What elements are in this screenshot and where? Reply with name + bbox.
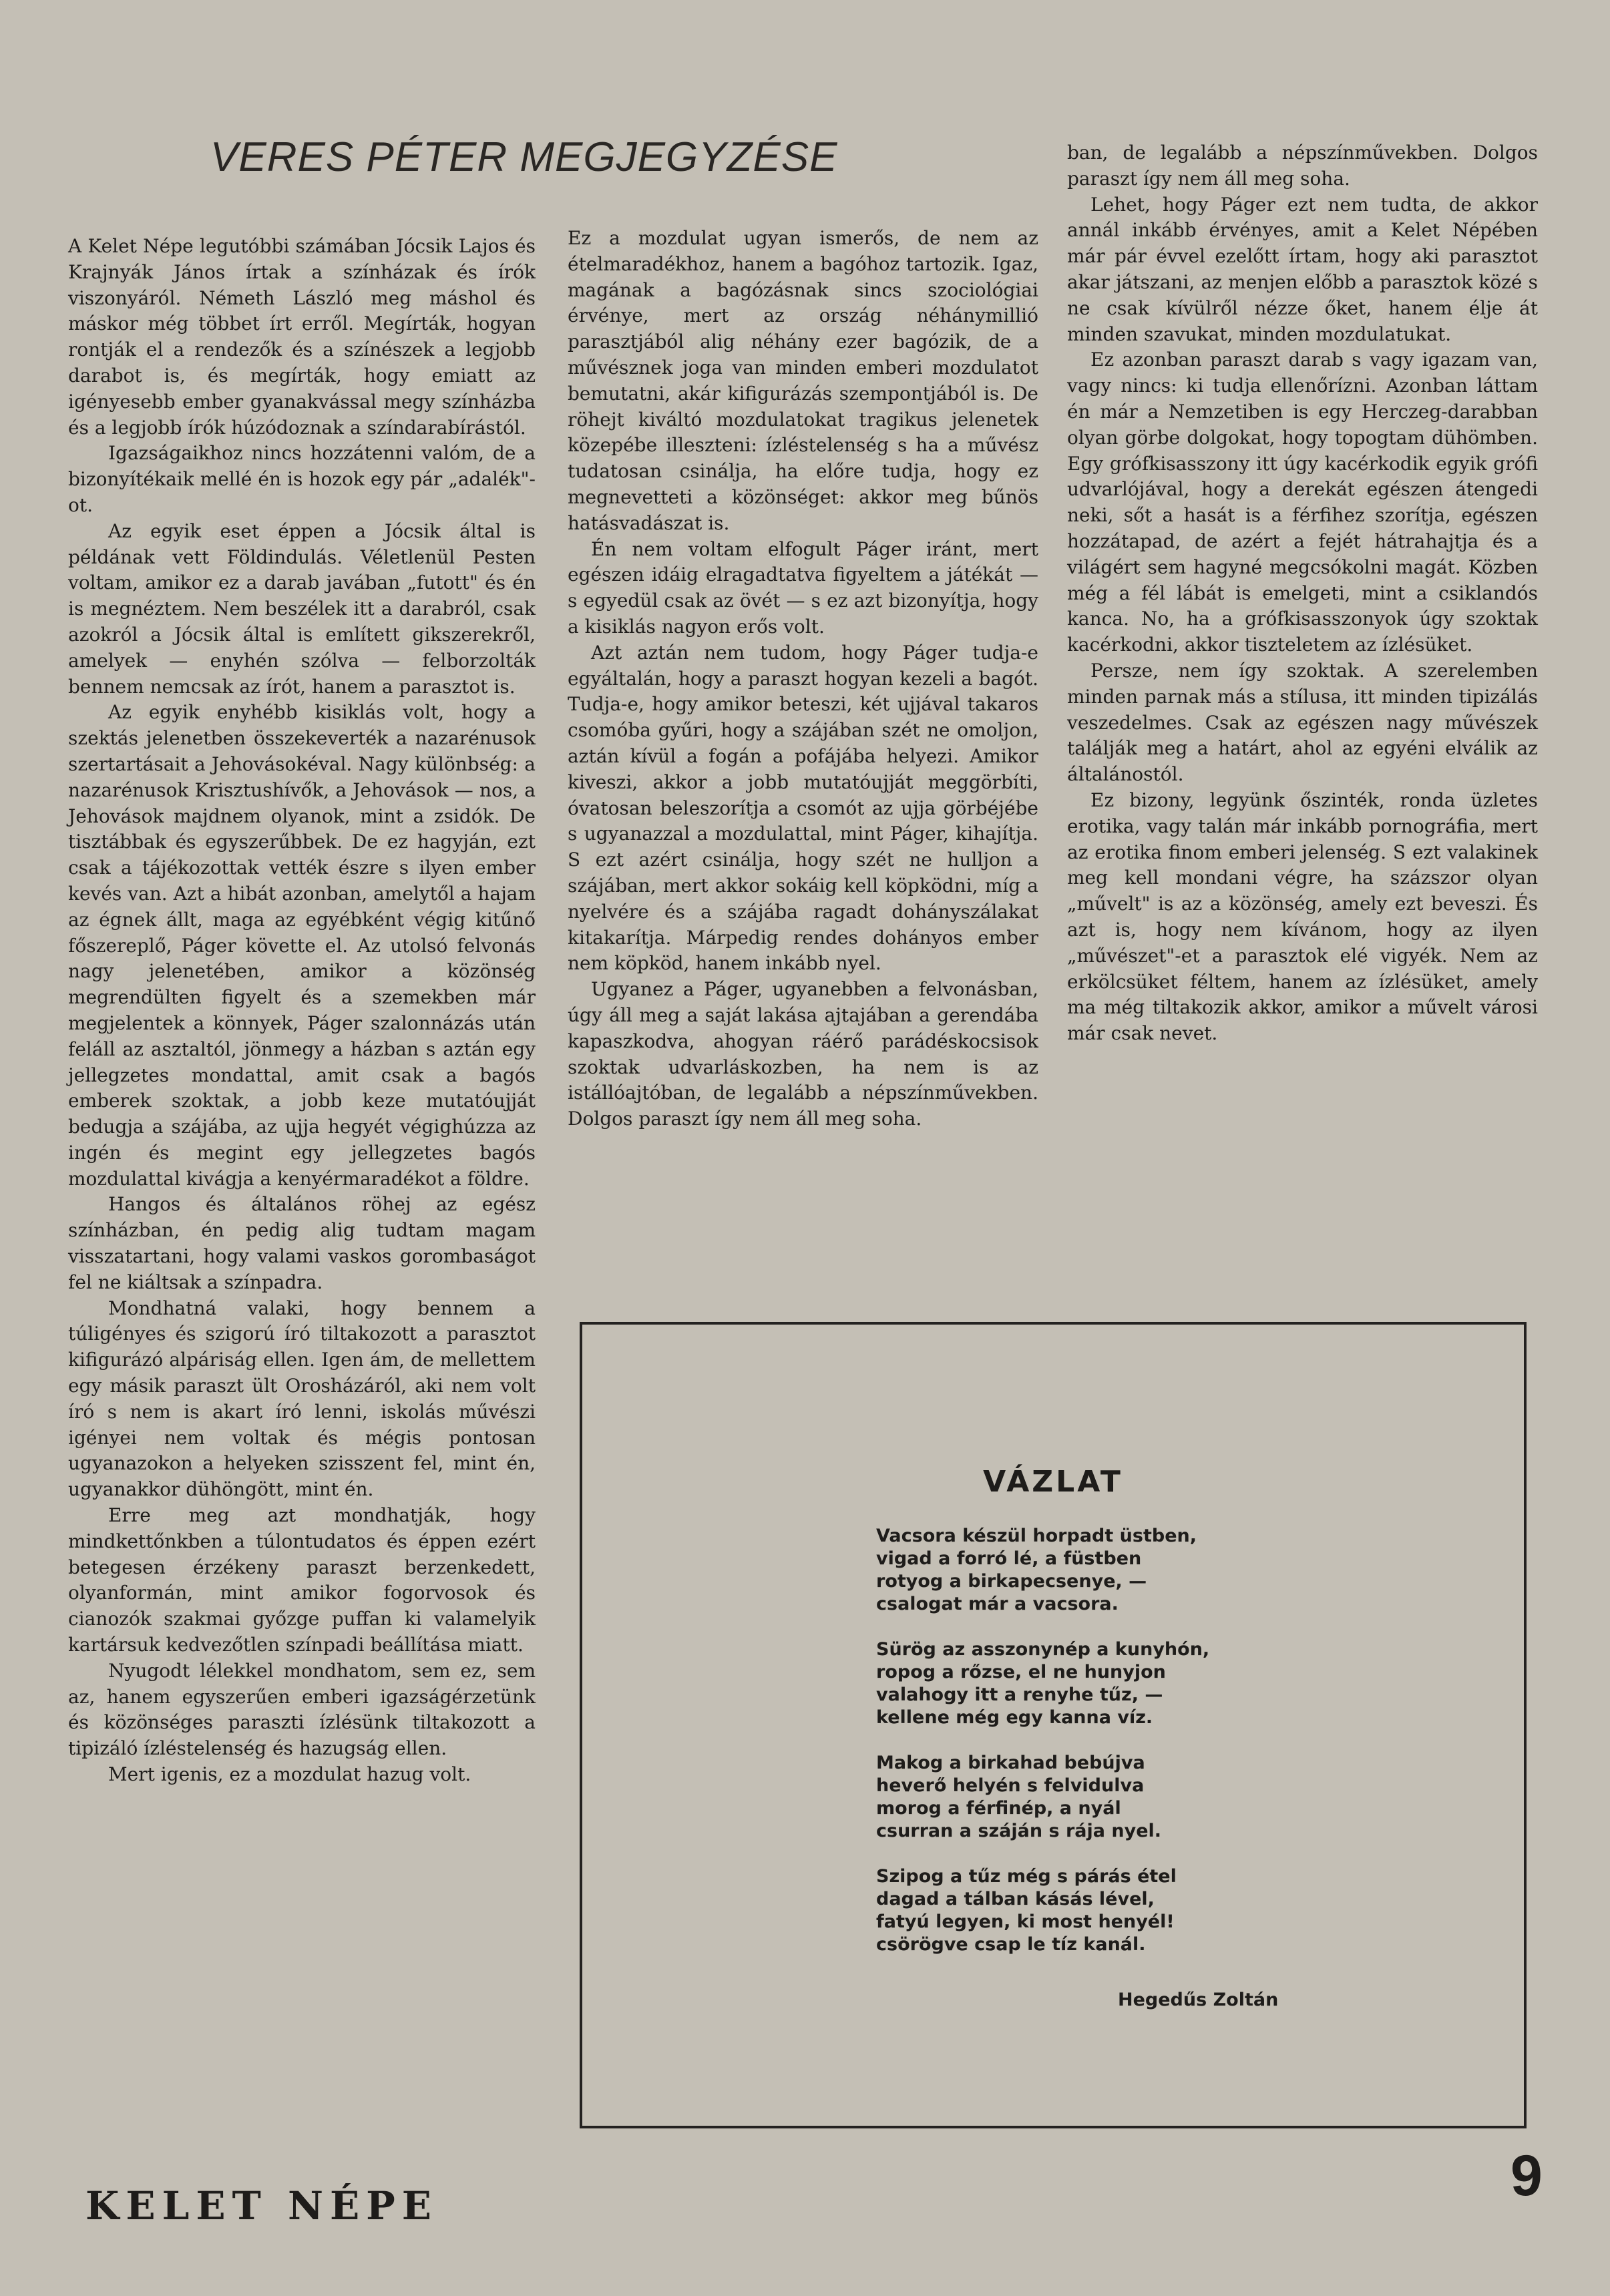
paragraph: Erre meg azt mondhatják, hogy mindkettőnkben a túlontudatos és éppen ezért betegesen érzékeny paraszt berzenkedett, olyanformán, mint amikor fogorvosok és cianozók szakmai győzge puffan ki valamelyik kartársuk kedvezőtlen színpadi beállítása miatt. (68, 1504, 536, 1656)
poem-line: heverő helyén s felvidulva (876, 1775, 1145, 1796)
poem-line: csörögve csap le tíz kanál. (876, 1934, 1146, 1955)
paragraph: Ez bizony, legyünk őszinték, ronda üzletes erotika, vagy talán már inkább pornográfia, mert az erotika finom emberi jelenség. S ezt valakinek meg kell mondani végre, ha százszor olyan „művelt" is az a közönség, amely ezt beveszi. És azt is, hogy nem kívánom, hogy az ilyen „művészet"-et a parasztok elé vigyék. Nem az erkölcsüket féltem, hanem az ízlésüket, amely ma még tiltakozik akkor, amikor a művelt városi már csak nevet. (1067, 788, 1538, 1045)
poem-line: Szipog a tűz még s párás étel (876, 1866, 1177, 1887)
magazine-name: KELET NÉPE (85, 2183, 439, 2229)
poem-line: Sürög az asszonynép a kunyhón, (876, 1639, 1210, 1660)
poem-line: vigad a forró lé, a füstben (876, 1548, 1142, 1569)
poem-title-text: VÁZLAT (983, 1465, 1123, 1499)
page-number: 9 (1511, 2144, 1543, 2208)
poem-line: rotyog a birkapecsenye, — (876, 1571, 1147, 1592)
poem-line: valahogy itt a renyhe tűz, — (876, 1684, 1163, 1705)
paragraph: Az egyik enyhébb kisiklás volt, hogy a szektás jelenetben összekeverték a nazarénusok szertartásait a Jehovásokéval. Nagy különbség: a nazarénusok Krisztushívők, a Jehovások — nos, a Jehovások majdnem olyanok, mint a zsidók. De tisztábbak és egyszerűbbek. De ez hagyján, ezt csak a tájékozottak vették észre s ilyen ember kevés van. Azt a hibát azonban, amelytől a hajam az égnek állt, maga az egyébként végig kitűnő főszereplő, Páger követte el. Az utolsó felvonás nagy jelenetében, amikor a közönség megrendülten figyelt és a szemekben már megjelentek a könnyek, Páger szalonnázás után feláll az asztaltól, jönmegy a házban s aztán egy jellegzetes mondattal, amit csak a bagós emberek szoktak, a jobb keze mutatóujját bedugja a szájába, az ujja hegyét végighúzza az ingén és megint egy jellegzetes bagós mozdulattal kivágja a kenyérmaradékot a földre. (68, 701, 536, 1190)
poem-line: Makog a birkahad bebújva (876, 1753, 1145, 1773)
paragraph: A Kelet Népe legutóbbi számában Jócsik Lajos és Krajnyák János írtak a színházak és írók viszonyáról. Németh László meg máshol és máskor még többet írt erről. Megírták, hogyan rontják el a rendezők és a színészek a legjobb darabot is, és megírták, hogy emiatt az igényesebb ember gyanakvással megy színházba és a legjobb írók húzódoznak a színdarabírástól. (68, 235, 536, 439)
poem-line: fatyú legyen, ki most henyél! (876, 1911, 1175, 1932)
paragraph: Én nem voltam elfogult Páger iránt, mert egészen idáig elragadtatva figyeltem a játékát — s egyedül csak az övét — s ez azt bizonyítja, hogy a kisiklás nagyon erős volt. (568, 537, 1038, 638)
paragraph: Ugyanez a Páger, ugyanebben a felvonásban, úgy áll meg a saját lakása ajtajában a gerendába kapaszkodva, ahogyan ráérő parádéskocsisok szoktak udvarláskozben, ha nem is az istállóajtóban, de legalább a népszínművekben. Dolgos paraszt így nem áll meg soha. (568, 978, 1038, 1130)
poem-stanza (876, 1752, 1290, 1843)
poem-title (582, 1465, 1524, 1499)
poem-author: Hegedűs Zoltán (1118, 1990, 1279, 2010)
poem-stanza (876, 1865, 1290, 1956)
paragraph: Az egyik eset éppen a Jócsik által is példának vett Földindulás. Véletlenül Pesten voltam, amikor ez a darab javában „futott" és én is megnéztem. Nem beszélek itt a darabról, csak azokról a Jócsik által is említett gikszerekről, amelyek — enyhén szólva — felborzolták bennem nemcsak az írót, hanem a parasztot is. (68, 519, 536, 698)
paragraph: Igazságaikhoz nincs hozzátenni valóm, de a bizonyítékaik mellé én is hozok egy pár „adalék"-ot. (68, 442, 536, 516)
article-column-2 (568, 226, 1038, 1132)
article-title: VERES PÉTER MEGJEGYZÉSE (210, 134, 838, 180)
poem-stanza (876, 1638, 1290, 1729)
paragraph: Persze, nem így szoktak. A szerelemben minden parnak más a stílusa, itt minden tipizálás veszedelmes. Csak az egészen nagy művészek találják meg a határt, ahol az egyéni elválik az általánostól. (1067, 659, 1538, 786)
poem-line: Vacsora készül horpadt üstben, (876, 1526, 1197, 1546)
article-column-3 (1067, 140, 1538, 1047)
paragraph: Lehet, hogy Páger ezt nem tudta, de akkor annál inkább érvényes, amit a Kelet Népében már pár évvel ezelőtt írtam, hogy aki parasztot akar játszani, az menjen előbb a parasztok közé s ne csak kívülről nézze őket, hanem élje át minden szavukat, minden mozdulatukat. (1067, 193, 1538, 345)
poem-line: dagad a tálban kásás lével, (876, 1889, 1155, 1909)
poem-stanza (876, 1525, 1290, 1616)
poem-line: kellene még egy kanna víz. (876, 1707, 1153, 1728)
poem-line: ropog a rőzse, el ne hunyjon (876, 1662, 1166, 1682)
poem-line: morog a férfinép, a nyál (876, 1798, 1121, 1819)
paragraph: Azt aztán nem tudom, hogy Páger tudja-e egyáltalán, hogy a paraszt hogyan kezeli a bagót. Tudja-e, hogy amikor beteszi, két ujjával takaros csomóba gyűri, hogy a szájában szét ne omoljon, aztán kívül a fogán a pofájába helyezi. Amikor kiveszi, akkor a jobb mutatóujját meggörbíti, óvatosan beleszorítja a csomót az ujja görbéjébe s ugyanazzal a mozdulattal, mint Páger, kihajítja. S ezt azért csinálja, hogy szét ne hulljon a szájában, mert akkor sokáig kell köpködni, míg a nyelvére és a szájába ragadt dohányszálakat kitakarítja. Márpedig rendes dohányos ember nem köpköd, hanem inkább nyel. (568, 641, 1038, 975)
paragraph: Ez azonban paraszt darab s vagy igazam van, vagy nincs: ki tudja ellenőrízni. Azonban láttam én már a Nemzetiben is egy Herczeg-darabban olyan görbe dolgokat, hogy topogtam dühömben. Egy grófkisasszony itt úgy kacérkodik egyik grófi udvarlójával, hogy a derekát egészen átengedi neki, sőt a hasát is a férfihez szorítja, egészen hozzátapad, de azért a fejét hátrahajtja és a világért sem hagyné megcsókolni magát. Közben még a fél lábát is emelgeti, mint a csiklandós kanca. No, ha a grófkisasszonyok úgy szoktak kacérkodni, akkor tiszteletem az ízlésüket. (1067, 349, 1538, 656)
poem-line: csurran a száján s rája nyel. (876, 1821, 1162, 1841)
paragraph: ban, de legalább a népszínművekben. Dolgos paraszt így nem áll meg soha. (1067, 142, 1538, 190)
paragraph: Nyugodt lélekkel mondhatom, sem ez, sem az, hanem egyszerűen emberi igazságérzetünk és közönséges paraszti ízlésünk tiltakozott a tipizáló ízléstelenség és hazugság ellen. (68, 1659, 536, 1760)
paragraph: Mondhatná valaki, hogy bennem a túligényes és szigorú író tiltakozott a parasztot kifigurázó alpáriság ellen. Igen ám, de mellettem egy másik paraszt ült Orosházáról, aki nem volt író s nem is akart író lenni, iskolás művészi igényei nem voltak és mégis pontosan ugyanazokon a helyeken szisszent fel, mint én, ugyanakkor dühöngött, mint én. (68, 1297, 536, 1501)
poem-box (580, 1322, 1527, 2128)
paragraph: Mert igenis, ez a mozdulat hazug volt. (108, 1763, 471, 1786)
poem-stanzas (876, 1525, 1290, 1979)
paragraph: Hangos és általános röhej az egész színházban, én pedig alig tudtam magam visszatartani, hogy valami vaskos gorombaságot fel ne kiáltsak a színpadra. (68, 1193, 536, 1293)
poem-line: csalogat már a vacsora. (876, 1594, 1119, 1614)
paragraph: Ez a mozdulat ugyan ismerős, de nem az ételmaradékhoz, hanem a bagóhoz tartozik. Igaz, magának a bagózásnak sincs szociológiai érvénye, mert az ország néhánymillió parasztjából alig néhány ezer bagózik, de a művésznek joga van minden emberi mozdulatot bemutatni, akár kifigurázás szempontjából is. De röhejt kiváltó mozdulatokat tragikus jelenetek közepébe illeszteni: ízléstelenség s ha a művész tudatosan csinálja, ha előre tudja, hogy ez megnevetteti a közönséget: akkor meg bűnös hatásvadászat is. (568, 227, 1038, 534)
article-column-1 (68, 234, 536, 1788)
